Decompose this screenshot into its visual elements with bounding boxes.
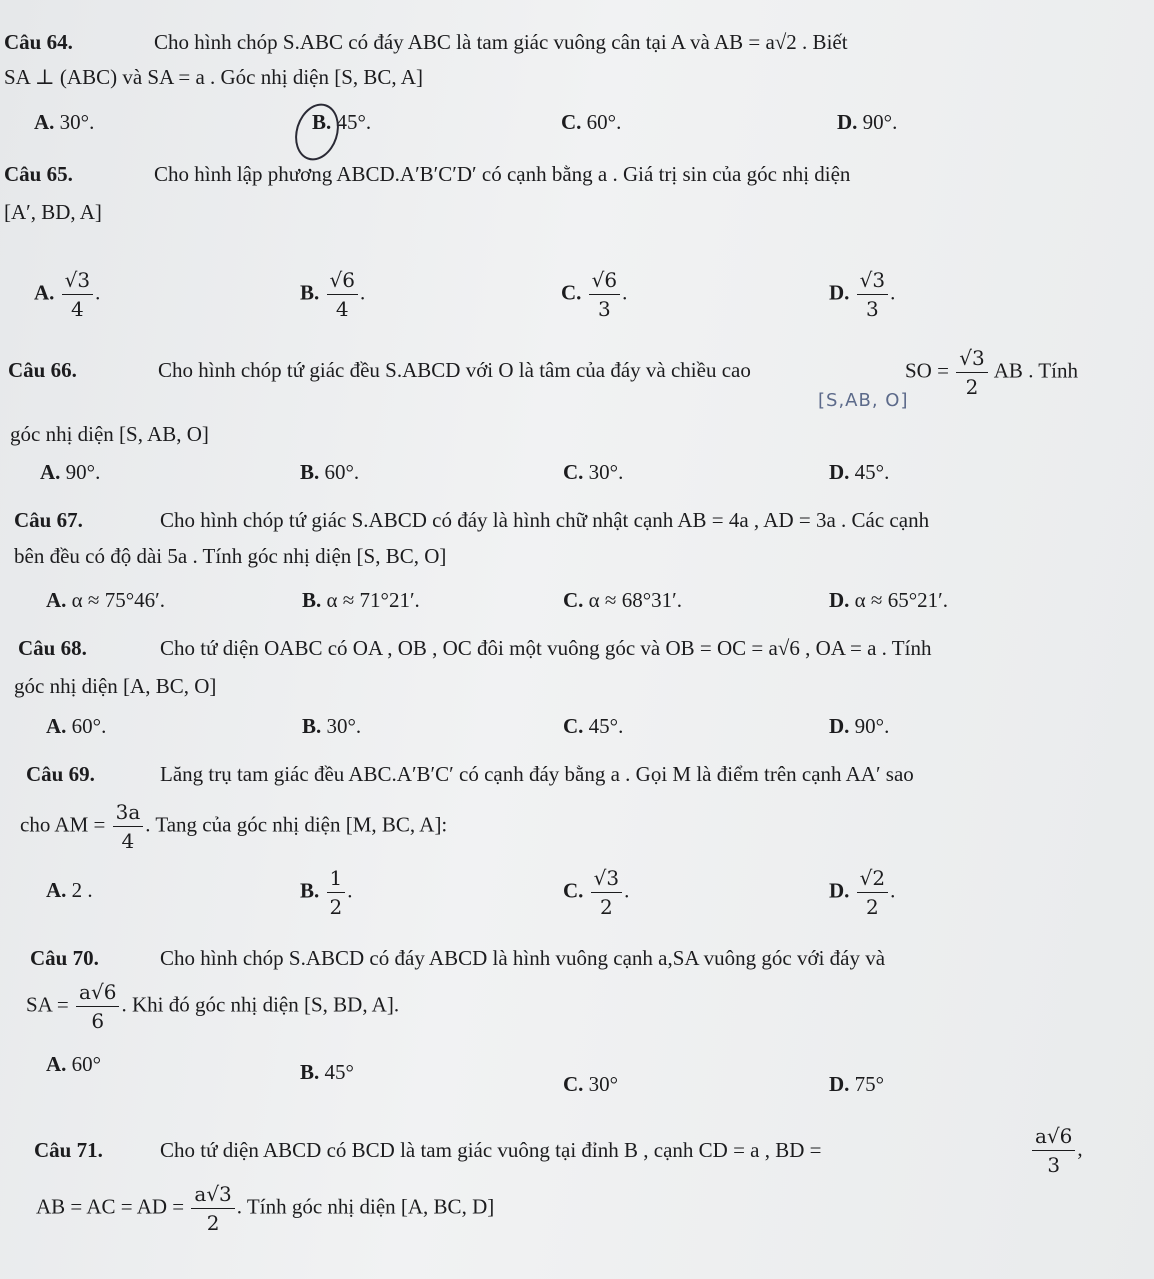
frac-num: a√6 (76, 980, 119, 1007)
q68-text1: Cho tứ diện OABC có OA , OB , OC đôi một vuông góc và OB = OC = a√6 , OA = a . Tính (160, 636, 932, 660)
frac-den: 2 (600, 895, 613, 919)
q70-option-d-value: 75° (854, 1072, 885, 1096)
q66-option-c-value: 30°. (588, 460, 624, 484)
frac-den: 2 (206, 1211, 220, 1235)
q71-number: Câu 71. (34, 1138, 103, 1162)
q64-option-a-value: 30°. (59, 110, 95, 134)
q66-line1 (8, 356, 751, 384)
q71-fraction-ab (191, 1182, 234, 1235)
option-label: D. (829, 460, 850, 484)
q71-fraction-bd (1032, 1124, 1075, 1177)
frac-den: 3 (866, 297, 879, 321)
q70-option-c-value: 30° (588, 1072, 619, 1096)
q66-number: Câu 66. (8, 358, 77, 382)
q69-text1: Lăng trụ tam giác đều ABC.A′B′C′ có cạnh đáy bằng a . Gọi M là điểm trên cạnh AA′ sao (160, 762, 914, 786)
q67-option-c-value: α ≈ 68°31′. (588, 588, 682, 612)
q70-option-b-value: 45° (324, 1060, 354, 1084)
q69-option-c-fraction (591, 866, 622, 919)
q69-option-b-fraction (327, 866, 346, 919)
q70-option-c (563, 1070, 618, 1098)
q66-option-d (829, 458, 889, 486)
q67-option-b-value: α ≈ 71°21′. (326, 588, 420, 612)
q68-text2: góc nhị diện [A, BC, O] (14, 674, 217, 698)
q64-option-a (34, 108, 94, 136)
q66-option-b (300, 458, 359, 486)
option-label: D. (829, 588, 850, 612)
option-label: C. (561, 280, 582, 305)
frac-den: 2 (965, 375, 979, 399)
q71-line2 (36, 1182, 494, 1235)
option-label: C. (563, 1072, 584, 1096)
q64-option-c (561, 108, 621, 136)
q68-option-a-value: 60°. (71, 714, 107, 738)
q67-option-b (302, 586, 420, 614)
q68-option-d-value: 90°. (854, 714, 890, 738)
q65-line2 (4, 198, 102, 226)
q70-option-d (829, 1070, 884, 1098)
q66-text1: Cho hình chóp tứ giác đều S.ABCD với O là tâm của đáy và chiều cao (158, 358, 751, 382)
q64-line1 (4, 28, 848, 56)
q66-option-a-value: 90°. (65, 460, 101, 484)
option-label: D. (829, 714, 850, 738)
q67-option-a-value: α ≈ 75°46′. (71, 588, 165, 612)
frac-den: 4 (121, 829, 135, 853)
q66-line2 (10, 420, 209, 448)
q68-option-b (302, 712, 361, 740)
q71-bd-fraction-group (1030, 1124, 1083, 1177)
q70-option-a-value: 60° (71, 1052, 102, 1076)
q67-text1: Cho hình chóp tứ giác S.ABCD có đáy là hình chữ nhật cạnh AB = 4a , AD = 3a . Các cạnh (160, 508, 930, 532)
q64-option-d-value: 90°. (862, 110, 898, 134)
q65-option-d: D. $\frac{√3}{3}$ . (829, 268, 896, 321)
q71-line1 (34, 1136, 822, 1164)
q70-line1 (30, 944, 885, 972)
frac-num: a√3 (191, 1182, 234, 1209)
q68-option-b-value: 30°. (326, 714, 362, 738)
q68-line1 (18, 634, 931, 662)
option-label: B. (302, 588, 322, 612)
q64-option-c-value: 60°. (586, 110, 622, 134)
q70-text2: . Khi đó góc nhị diện [S, BD, A]. (121, 992, 400, 1017)
q66-option-d-value: 45°. (854, 460, 890, 484)
q67-text2: bên đều có độ dài 5a . Tính góc nhị diện [S, BC, O] (14, 544, 447, 568)
option-label: C. (563, 588, 584, 612)
frac-num: √2 (857, 866, 888, 893)
q65-option-b-fraction (327, 268, 358, 321)
option-label: B. (300, 1060, 320, 1084)
q71-text1: Cho tứ diện ABCD có BCD là tam giác vuông tại đỉnh B , cạnh CD = a , BD = (160, 1138, 822, 1162)
frac-den: 4 (335, 297, 349, 321)
q64-text1: Cho hình chóp S.ABC có đáy ABC là tam giác vuông cân tại A và AB = a√2 . Biết (154, 30, 848, 54)
q66-formula (905, 346, 1078, 399)
q70-line2 (26, 980, 399, 1033)
q64-line2 (4, 63, 423, 91)
q64-option-d (837, 108, 897, 136)
q66-option-b-value: 60°. (324, 460, 360, 484)
q69-fraction (113, 800, 144, 853)
q67-line1 (14, 506, 929, 534)
q67-number: Câu 67. (14, 508, 83, 532)
q66-so: SO = (905, 358, 949, 383)
q70-option-b (300, 1058, 354, 1086)
q66-fraction (956, 346, 987, 399)
q69-line2 (20, 800, 447, 853)
q64-number: Câu 64. (4, 30, 73, 54)
option-label: A. (34, 110, 55, 134)
q65-number: Câu 65. (4, 162, 73, 186)
frac-den: 2 (866, 895, 879, 919)
q67-option-a (46, 586, 165, 614)
q67-option-d (829, 586, 948, 614)
q70-text1: Cho hình chóp S.ABCD có đáy ABCD là hình vuông cạnh a,SA vuông góc với đáy và (160, 946, 886, 970)
q68-option-d (829, 712, 889, 740)
option-label: A. (46, 588, 67, 612)
frac-num: √3 (591, 866, 622, 893)
q64-text2: SA ⊥ (ABC) và SA = a . Góc nhị diện [S, BC, A] (4, 65, 423, 89)
q69-cho: cho AM = (20, 812, 106, 837)
q70-sa: SA = (26, 992, 69, 1017)
q69-option-d: D. $\frac{√2}{2}$ . (829, 866, 896, 919)
q71-comma: , (1077, 1136, 1083, 1161)
q69-line1 (26, 760, 914, 788)
option-label: C. (563, 878, 584, 903)
frac-num: √6 (327, 268, 358, 295)
frac-num: √3 (857, 268, 888, 295)
option-label: D. (829, 280, 850, 305)
option-label: B. (312, 110, 332, 134)
q71-text2: . Tính góc nhị diện [A, BC, D] (236, 1194, 495, 1219)
q71-ab: AB = AC = AD = (36, 1194, 185, 1219)
q69-text2: . Tang của góc nhị diện [M, BC, A]: (145, 812, 448, 837)
q70-number: Câu 70. (30, 946, 99, 970)
q70-fraction (76, 980, 119, 1033)
option-label: A. (46, 878, 67, 902)
q70-option-a (46, 1050, 101, 1078)
frac-den: 2 (329, 895, 343, 919)
frac-den: 3 (598, 297, 611, 321)
q65-option-a: A. $\frac{√3}{4}$ . (34, 268, 101, 321)
option-label: A. (34, 280, 55, 305)
q65-text1: Cho hình lập phương ABCD.A′B′C′D′ có cạnh bằng a . Giá trị sin của góc nhị diện (154, 162, 851, 186)
frac-num: √6 (589, 268, 620, 295)
option-label: B. (300, 280, 320, 305)
q65-line1 (4, 160, 850, 188)
option-label: A. (46, 1052, 67, 1076)
q66-tail: AB . Tính (993, 358, 1078, 383)
q69-option-b: B. $\frac{1}{2}$ . (300, 866, 353, 919)
q65-option-b: B. $\frac{√6}{4}$ . (300, 268, 366, 321)
q67-option-d-value: α ≈ 65°21′. (854, 588, 948, 612)
q66-text2: góc nhị diện [S, AB, O] (10, 422, 209, 446)
q65-option-c: C. $\frac{√6}{3}$ . (561, 268, 628, 321)
q67-line2 (14, 542, 446, 570)
option-label: B. (300, 878, 320, 903)
q65-text2: [A′, BD, A] (4, 200, 102, 224)
q68-number: Câu 68. (18, 636, 87, 660)
q69-option-d-fraction (857, 866, 888, 919)
q66-option-c (563, 458, 623, 486)
option-label: D. (829, 1072, 850, 1096)
option-label: A. (46, 714, 67, 738)
q68-line2 (14, 672, 216, 700)
option-label: A. (40, 460, 61, 484)
q64-option-b-value: 45°. (336, 110, 372, 134)
q68-option-c (563, 712, 623, 740)
q66-handwritten-note: [S,AB, O] (818, 390, 909, 411)
option-label: D. (837, 110, 858, 134)
option-label: C. (561, 110, 582, 134)
q67-option-c (563, 586, 682, 614)
option-label: C. (563, 460, 584, 484)
q68-option-c-value: 45°. (588, 714, 624, 738)
frac-num: √3 (62, 268, 93, 295)
option-label: D. (829, 878, 850, 903)
q65-option-a-fraction (62, 268, 93, 321)
q69-option-a (46, 876, 93, 904)
q69-option-a-value: 2 . (71, 878, 93, 902)
frac-den: 4 (71, 297, 84, 321)
frac-den: 3 (1047, 1153, 1061, 1177)
option-label: C. (563, 714, 584, 738)
q68-option-a (46, 712, 106, 740)
q66-option-a (40, 458, 100, 486)
q69-option-c: C. $\frac{√3}{2}$ . (563, 866, 630, 919)
frac-num: 1 (327, 866, 346, 893)
frac-num: √3 (956, 346, 987, 373)
frac-den: 6 (91, 1009, 105, 1033)
q65-option-d-fraction (857, 268, 888, 321)
frac-num: a√6 (1032, 1124, 1075, 1151)
q69-number: Câu 69. (26, 762, 95, 786)
q65-option-c-fraction (589, 268, 620, 321)
frac-num: 3a (113, 800, 144, 827)
option-label: B. (302, 714, 322, 738)
option-label: B. (300, 460, 320, 484)
